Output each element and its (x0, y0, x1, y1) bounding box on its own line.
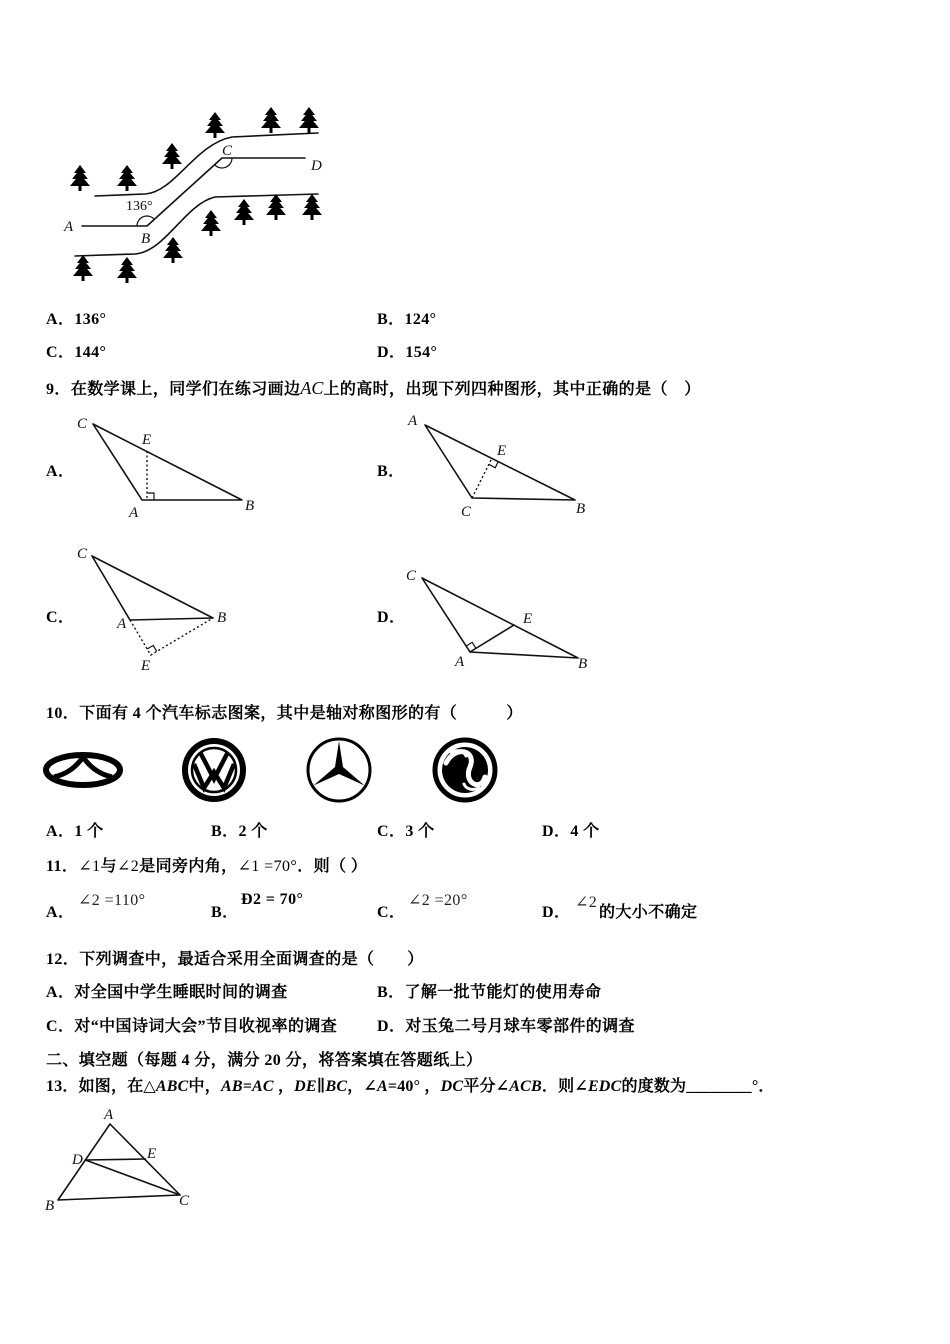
tree-icon (73, 255, 93, 281)
tree-icon (162, 143, 182, 169)
road-center-line (82, 158, 305, 226)
option-text: 154° (405, 344, 438, 361)
point-label-b: B (141, 231, 151, 247)
point-label-a: A (129, 505, 139, 521)
stem-variable: DE∥BC (294, 1078, 348, 1095)
option-text: 1 个 (74, 823, 104, 840)
point-label-a: A (117, 616, 127, 632)
segment-de (85, 1159, 145, 1160)
option-letter: D． (377, 1018, 406, 1035)
stem-text: ．则（ ） (297, 858, 368, 875)
q13-stem (46, 1077, 775, 1097)
mercedes-benz-logo-icon (305, 736, 373, 804)
q11-option-d-formula: ∠2 (575, 894, 598, 911)
question-number: 13． (46, 1078, 79, 1095)
option-letter: C． (377, 823, 406, 840)
stem-variable: ACB (509, 1078, 542, 1095)
tree-icon (261, 107, 281, 133)
point-label-b: B (217, 610, 227, 626)
q9-figure-c (70, 540, 235, 675)
option-text: 对玉兔二号月球车零部件的调查 (405, 1018, 635, 1035)
option-text: 3 个 (405, 823, 435, 840)
option-letter: C． (46, 1018, 75, 1035)
point-label-d: D (72, 1152, 83, 1168)
stem-variable: DC (440, 1078, 464, 1095)
q12-option-b (377, 983, 601, 1003)
stem-text: 与 (100, 858, 117, 875)
option-text: 144° (74, 344, 107, 361)
q10-option-c (377, 822, 435, 842)
q8-road-figure (60, 100, 330, 290)
tree-icon (302, 194, 322, 220)
q11-option-a-letter: A． (46, 904, 75, 921)
q9-option-d-letter: D． (377, 609, 406, 626)
triangle-sides (92, 556, 213, 620)
stem-text: 如图，在△ (78, 1078, 156, 1095)
option-letter: D． (377, 344, 406, 361)
q10-option-d (542, 822, 600, 842)
tree-icon (163, 237, 183, 263)
section-heading: 二、填空题（每题 4 分，满分 20 分，将答案填在答题纸上） (46, 1052, 483, 1069)
stem-text: 下面有 4 个汽车标志图案，其中是轴对称图形的有（ ） (79, 705, 523, 722)
point-label-e: E (142, 432, 152, 448)
option-text: 对“中国诗词大会”节目收视率的调查 (74, 1018, 338, 1035)
triangle-sides (425, 425, 575, 500)
q11-option-b-formula: Ð2 = 70° (241, 891, 304, 908)
q11-option-d-text: 的大小不确定 (599, 904, 698, 921)
stem-variable: AC (300, 378, 324, 398)
triangle-sides (422, 578, 578, 658)
option-text: 2 个 (238, 823, 268, 840)
tree-icon (117, 165, 137, 191)
point-label-c: C (77, 416, 88, 432)
q9-stem (46, 378, 701, 400)
stem-variable: EDC (587, 1078, 622, 1095)
q12-option-c (46, 1017, 337, 1037)
point-label-e: E (497, 443, 507, 459)
option-text: 124° (404, 311, 437, 328)
point-label-c: C (179, 1193, 190, 1209)
q10-stem (46, 704, 523, 724)
question-number: 12． (46, 951, 80, 968)
question-number: 11． (46, 858, 79, 875)
height-line (472, 458, 492, 498)
volkswagen-logo-icon (180, 736, 248, 804)
point-label-b: B (45, 1198, 55, 1214)
stem-text: ．则∠ (541, 1078, 588, 1095)
point-label-c: C (222, 143, 233, 159)
option-letter: C． (46, 344, 75, 361)
height-line (130, 618, 213, 655)
option-letter: A． (46, 823, 75, 840)
q9-option-b-letter: B． (377, 463, 405, 480)
point-label-c: C (77, 546, 88, 562)
q9-option-c-letter: C． (46, 609, 75, 626)
q8-option-a (46, 310, 106, 330)
stem-text: ， (273, 1078, 295, 1095)
angle-condition: ∠1 =70° (237, 858, 298, 875)
point-label-a: A (104, 1107, 114, 1123)
option-letter: D． (542, 823, 571, 840)
right-angle-mark (489, 462, 498, 468)
option-letter: A． (46, 311, 75, 328)
stem-text: 上的高时，出现下列四种图形，其中正确的是（ ） (323, 381, 701, 398)
tree-icon (266, 194, 286, 220)
point-label-a: A (455, 654, 465, 670)
point-label-e: E (141, 658, 151, 674)
point-label-b: B (576, 501, 586, 517)
tree-icon (70, 165, 90, 191)
option-text: 对全国中学生睡眠时间的调查 (74, 984, 288, 1001)
q11-option-b-letter: B． (211, 904, 239, 921)
option-text: 4 个 (570, 823, 600, 840)
point-label-b: B (245, 498, 255, 514)
road-lower-edge (75, 194, 318, 256)
q12-stem (46, 950, 424, 970)
option-letter: A． (46, 984, 75, 1001)
q9-figure-b (400, 405, 600, 525)
q9-figure-a (70, 405, 265, 525)
point-label-a: A (64, 219, 74, 235)
right-angle-mark (147, 645, 157, 651)
q10-option-b (211, 822, 268, 842)
question-number: 9． (46, 381, 71, 398)
q11-option-c-formula: ∠2 =20° (408, 892, 468, 909)
q10-option-a (46, 822, 104, 842)
stem-text: 下列调查中，最适合采用全面调查的是（ ） (79, 951, 424, 968)
stem-text: 是同旁内角， (139, 858, 238, 875)
tree-icon (205, 112, 225, 138)
q12-option-d (377, 1017, 635, 1037)
option-letter: B． (377, 984, 405, 1001)
stem-variable: ABC (155, 1078, 189, 1095)
option-letter: B． (377, 311, 405, 328)
q12-option-a (46, 983, 288, 1003)
stem-text: 在数学课上，同学们在练习画边 (70, 381, 301, 398)
angle-1: ∠1 (78, 858, 101, 875)
right-angle-mark (147, 493, 154, 500)
option-text: 了解一批节能灯的使用寿命 (404, 984, 602, 1001)
angle-2: ∠2 (116, 858, 140, 875)
stem-variable: A (377, 1078, 388, 1095)
height-line (470, 625, 514, 652)
stem-text: ， (420, 1078, 441, 1095)
stem-variable: AB=AC (220, 1078, 274, 1095)
point-label-d: D (311, 158, 322, 174)
infiniti-logo-icon (42, 750, 126, 792)
q8-option-c (46, 343, 106, 363)
q8-option-b (377, 310, 436, 330)
stem-text: 平分∠ (463, 1078, 510, 1095)
q9-figure-d (400, 560, 600, 675)
angle-label: 136° (126, 199, 153, 214)
dongfeng-logo-icon (431, 736, 499, 804)
tree-icon (299, 107, 319, 133)
segment-dc (85, 1160, 180, 1195)
answer-blank: 的度数为________°． (621, 1078, 775, 1095)
tree-icon (201, 210, 221, 236)
tree-icon (234, 199, 254, 225)
q9-option-a-letter: A． (46, 463, 75, 480)
q8-option-d (377, 343, 437, 363)
point-label-e: E (523, 611, 533, 627)
q11-option-c-letter: C． (377, 904, 406, 921)
q11-stem (46, 857, 367, 877)
point-label-c: C (406, 568, 417, 584)
q11-option-d-letter: D． (542, 904, 571, 921)
triangle-sides (93, 424, 242, 500)
point-label-c: C (461, 504, 472, 520)
q11-option-a-formula: ∠2 =110° (78, 892, 146, 909)
point-label-e: E (147, 1146, 157, 1162)
stem-text: 中， (188, 1078, 221, 1095)
point-label-a: A (408, 413, 418, 429)
option-letter: B． (211, 823, 239, 840)
point-label-b: B (578, 656, 588, 672)
q13-triangle-figure (40, 1100, 200, 1215)
tree-icon (117, 257, 137, 283)
stem-text: =40° (387, 1078, 421, 1095)
question-number: 10． (46, 705, 80, 722)
stem-text: ，∠ (347, 1078, 378, 1095)
option-text: 136° (74, 311, 107, 328)
